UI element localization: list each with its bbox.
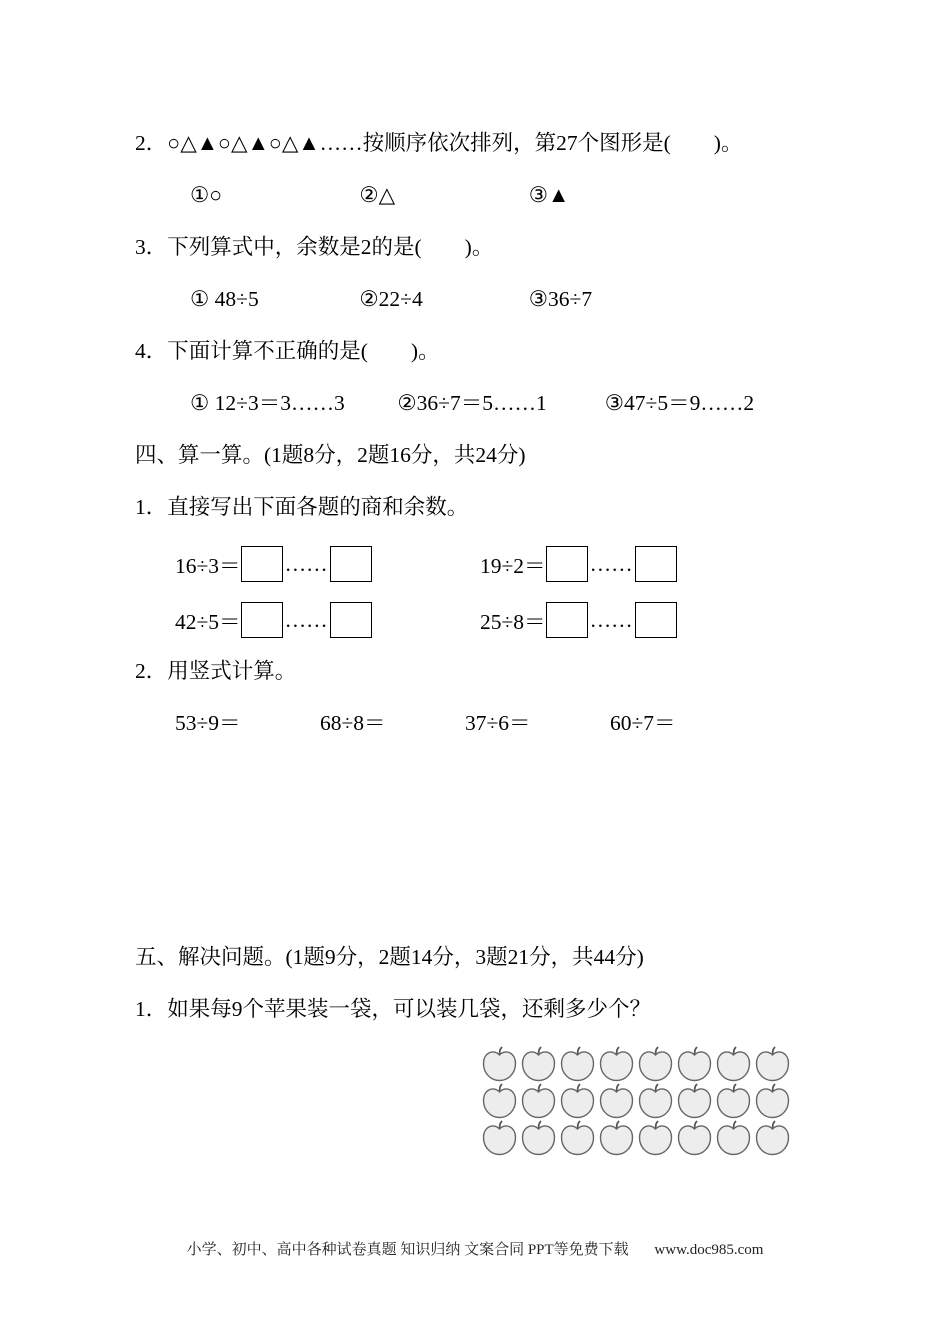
remainder-dots: …… — [284, 607, 328, 632]
expression-label: 19÷2＝ — [480, 553, 546, 578]
option: ②△ — [359, 183, 396, 207]
answer-box[interactable] — [546, 602, 588, 638]
apple-icon — [480, 1083, 519, 1119]
fill-in-row — [135, 600, 900, 640]
expression-label: 42÷5＝ — [175, 609, 241, 634]
option: ③▲ — [528, 183, 570, 207]
option: ① 48÷5 — [190, 287, 259, 311]
fill-in-item — [175, 546, 480, 582]
fill-in-item — [480, 602, 785, 638]
apple-image — [675, 1046, 714, 1083]
apple-icon — [636, 1120, 675, 1156]
section-4-sub2-title: 2．用竖式计算。 — [135, 659, 297, 683]
apple-icon — [714, 1046, 753, 1082]
apple-image — [714, 1083, 753, 1120]
apple-icon — [597, 1046, 636, 1082]
vertical-calc-row — [135, 708, 900, 738]
apples-image — [480, 1046, 900, 1157]
remainder-dots: …… — [589, 551, 633, 576]
answer-box[interactable] — [241, 546, 283, 582]
question-4-text: 4．下面计算不正确的是( )。 — [135, 339, 440, 363]
apple-image — [753, 1046, 792, 1083]
apple-icon — [597, 1120, 636, 1156]
page-footer — [0, 1238, 950, 1259]
fill-in-item — [480, 546, 785, 582]
option: ① 12÷3＝3……3 — [190, 391, 345, 415]
apple-icon — [558, 1083, 597, 1119]
section-4-title: 四、算一算。(1题8分，2题16分，共24分) — [135, 443, 526, 467]
apple-image — [480, 1120, 519, 1157]
apple-icon — [675, 1046, 714, 1082]
apple-icon — [714, 1120, 753, 1156]
apple-image — [636, 1120, 675, 1157]
apple-icon — [636, 1083, 675, 1119]
section-4-sub1-title: 1．直接写出下面各题的商和余数。 — [135, 495, 469, 519]
apple-icon — [675, 1120, 714, 1156]
apple-image — [597, 1046, 636, 1083]
apple-image — [714, 1120, 753, 1157]
apple-icon — [558, 1120, 597, 1156]
apple-image — [636, 1046, 675, 1083]
remainder-dots: …… — [589, 607, 633, 632]
apple-icon — [597, 1083, 636, 1119]
apple-image — [753, 1120, 792, 1157]
apple-icon — [480, 1046, 519, 1082]
footer-url: www.doc985.com — [654, 1242, 764, 1258]
expression-label: 68÷8＝ — [320, 711, 386, 735]
answer-box[interactable] — [241, 602, 283, 638]
apple-image — [636, 1083, 675, 1120]
answer-box[interactable] — [635, 602, 677, 638]
option: ③36÷7 — [528, 287, 593, 311]
answer-box[interactable] — [546, 546, 588, 582]
remainder-dots: …… — [284, 551, 328, 576]
apple-image — [519, 1046, 558, 1083]
answer-box[interactable] — [635, 546, 677, 582]
apple-image — [558, 1083, 597, 1120]
apple-icon — [753, 1046, 792, 1082]
question-2-options — [135, 180, 900, 210]
apple-icon — [558, 1046, 597, 1082]
apple-image — [558, 1120, 597, 1157]
working-space — [135, 760, 900, 942]
apple-icon — [714, 1083, 753, 1119]
apple-image — [597, 1083, 636, 1120]
expression-label: 60÷7＝ — [610, 711, 676, 735]
apple-image — [480, 1083, 519, 1120]
question-4-options — [135, 388, 900, 418]
apple-image — [753, 1083, 792, 1120]
option: ③47÷5＝9……2 — [604, 391, 755, 415]
expression-label: 37÷6＝ — [465, 711, 531, 735]
answer-box[interactable] — [330, 602, 372, 638]
apple-image — [675, 1120, 714, 1157]
question-3-options — [135, 284, 900, 314]
question-2-text: 2．○△▲○△▲○△▲……按顺序依次排列，第27个图形是( )。 — [135, 131, 743, 155]
expression-label: 25÷8＝ — [480, 609, 546, 634]
apple-icon — [519, 1083, 558, 1119]
apple-icon — [480, 1120, 519, 1156]
option: ①○ — [190, 183, 223, 207]
section-5-title: 五、解决问题。(1题9分，2题14分，3题21分，共44分) — [135, 945, 644, 969]
fill-in-item — [175, 602, 480, 638]
footer-text: 小学、初中、高中各种试卷真题 知识归纳 文案合同 PPT等免费下载 — [186, 1242, 629, 1258]
apple-icon — [675, 1083, 714, 1119]
question-3-text: 3．下列算式中，余数是2的是( )。 — [135, 235, 494, 259]
answer-box[interactable] — [330, 546, 372, 582]
section-5-q1-text: 1．如果每9个苹果装一袋，可以装几袋，还剩多少个？ — [135, 997, 652, 1021]
apple-icon — [753, 1120, 792, 1156]
apple-image — [675, 1083, 714, 1120]
apple-image — [597, 1120, 636, 1157]
apple-image — [519, 1120, 558, 1157]
option: ②36÷7＝5……1 — [397, 391, 547, 415]
expression-label: 16÷3＝ — [175, 553, 241, 578]
apple-icon — [636, 1046, 675, 1082]
fill-in-row — [135, 544, 900, 584]
expression-label: 53÷9＝ — [175, 711, 241, 735]
apple-icon — [519, 1046, 558, 1082]
apple-image — [480, 1046, 519, 1083]
option: ②22÷4 — [359, 287, 423, 311]
apple-image — [519, 1083, 558, 1120]
apple-image — [714, 1046, 753, 1083]
apple-icon — [753, 1083, 792, 1119]
apple-icon — [519, 1120, 558, 1156]
apple-image — [558, 1046, 597, 1083]
